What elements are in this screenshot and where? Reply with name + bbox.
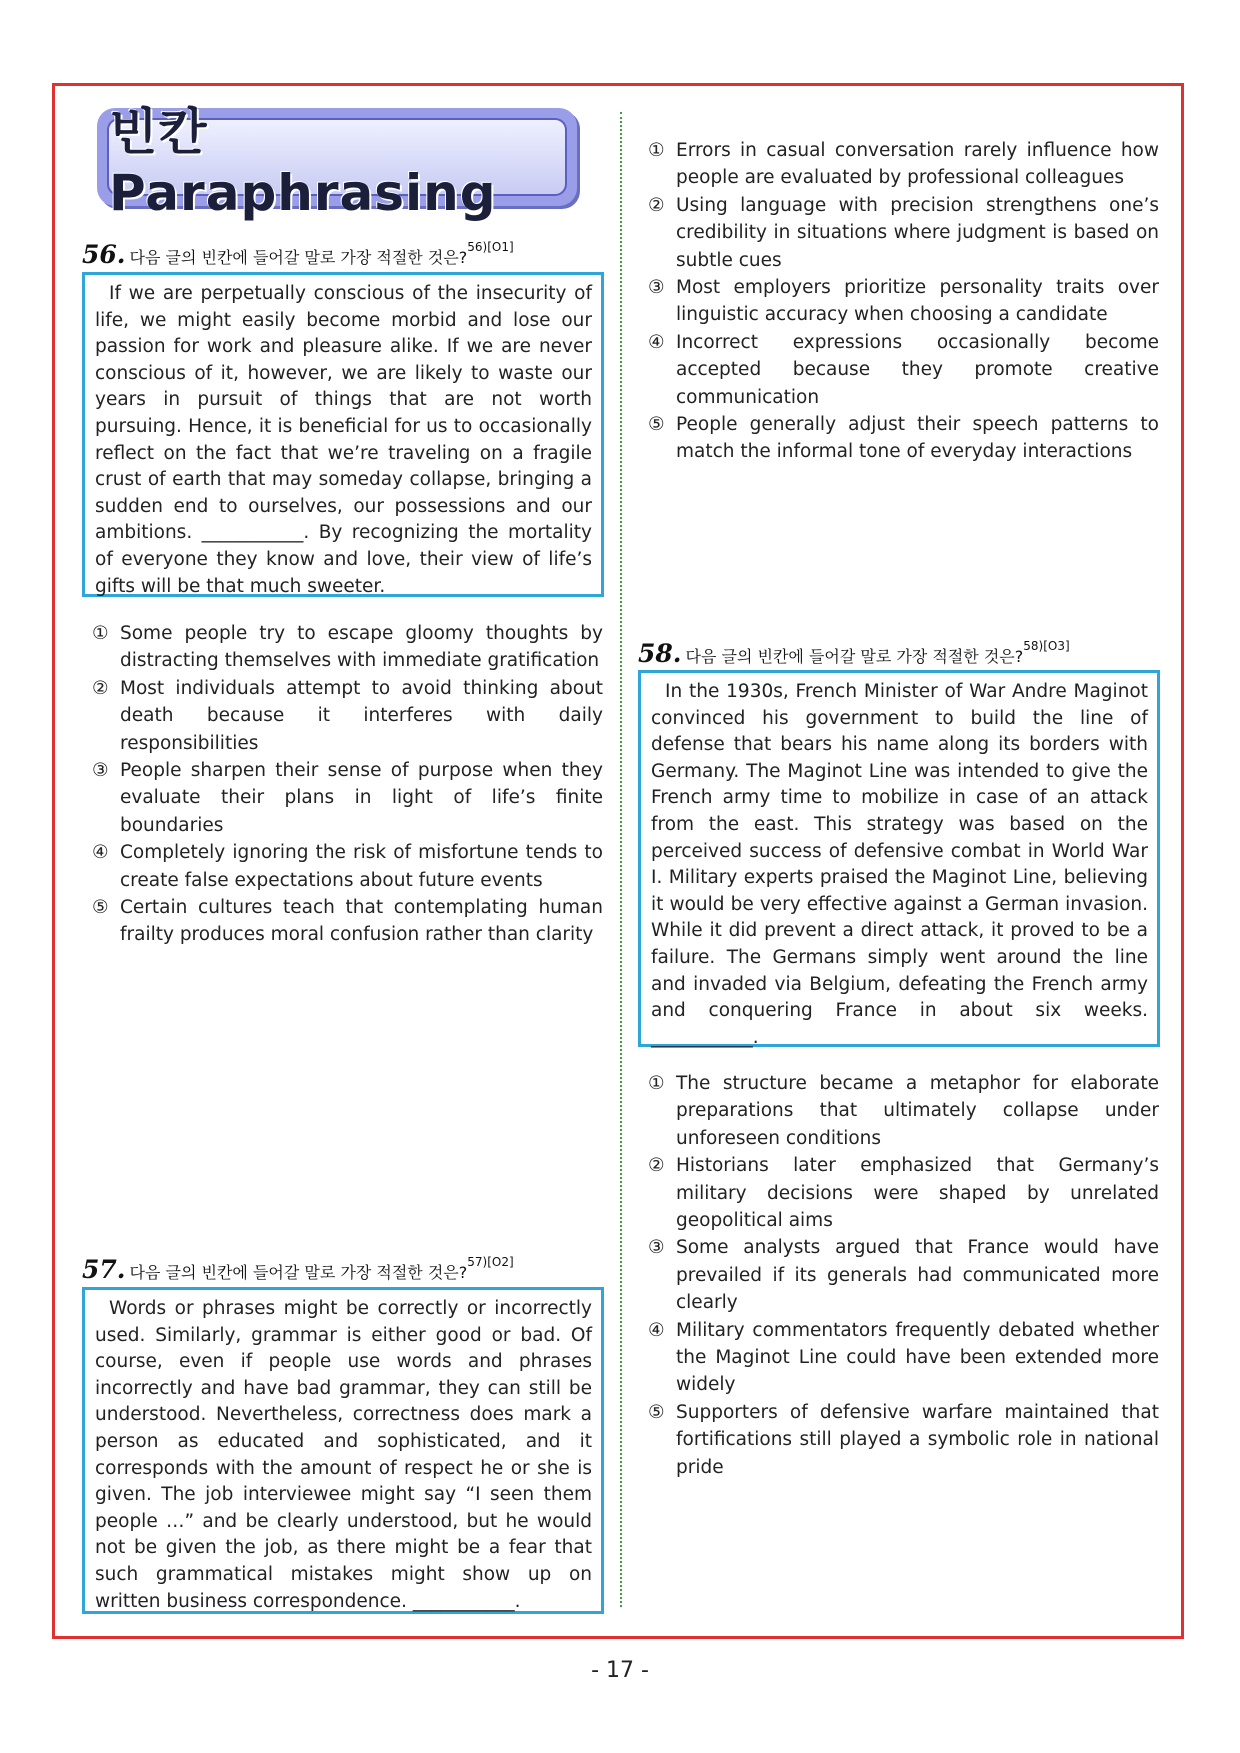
choice-text: Some people try to escape gloomy thoughts by distracting themselves with immediate gratification: [120, 623, 603, 672]
choice-mark: ②: [648, 194, 665, 216]
question-58-source: 58)[O3]: [1023, 639, 1070, 653]
choice-text: Certain cultures teach that contemplating human frailty produces moral confusion rather than clarity: [120, 897, 603, 946]
question-56-passage: If we are perpetually conscious of the insecurity of life, we might easily become morbid and lose our passion for work and pleasure alike. If we are never conscious of it, however, we are likely to waste our years in pursuit of things that are not worth pursuing. Hence, it is beneficial for us to occasionally reflect on the fact that we’re traveling on a fragile crust of earth that may someday collapse, bringing a sudden end to ourselves, our possessions and our ambitions. ___________. By recognizing the mortality of everyone they know and love, their view of life’s gifts will be that much sweeter.: [95, 283, 592, 597]
choice-mark: ①: [92, 623, 109, 644]
choice-mark: ②: [648, 1155, 665, 1177]
choice-text: Using language with precision strengthens one’s credibility in situations where judgment is based on subtle cues: [676, 194, 1159, 271]
choice-text: Military commentators frequently debated whether the Maginot Line could have been extended more widely: [676, 1319, 1159, 1396]
question-56-passage-box: [82, 272, 604, 597]
section-banner: [97, 103, 577, 222]
choice-mark: ⑤: [648, 1401, 665, 1423]
choice-text: Most individuals attempt to avoid thinking about death because it interferes with daily responsibilities: [120, 677, 603, 754]
choice-text: Most employers prioritize personality traits over linguistic accuracy when choosing a candidate: [676, 277, 1159, 326]
section-banner-inner: [107, 103, 567, 222]
question-56-choices: [92, 620, 603, 949]
choice-mark: ⑤: [648, 414, 665, 436]
choice-57-2[interactable]: [648, 192, 1159, 274]
choice-56-2[interactable]: [92, 675, 603, 757]
question-57-number: 57.: [82, 1255, 126, 1284]
choice-text: Supporters of defensive warfare maintained that fortifications still played a symbolic role in national pride: [676, 1401, 1159, 1478]
choice-mark: ②: [92, 677, 109, 699]
choice-mark: ④: [648, 331, 665, 353]
choice-mark: ④: [92, 842, 109, 864]
choice-57-3[interactable]: [648, 274, 1159, 329]
choice-mark: ①: [648, 1073, 665, 1094]
question-57-source: 57)[O2]: [467, 1255, 514, 1269]
choice-mark: ④: [648, 1319, 665, 1341]
choice-text: People generally adjust their speech patterns to match the informal tone of everyday interactions: [676, 414, 1159, 463]
choice-text: Errors in casual conversation rarely influence how people are evaluated by professional colleagues: [676, 140, 1159, 189]
choice-text: People sharpen their sense of purpose when they evaluate their plans in light of life’s finite boundaries: [120, 760, 603, 836]
choice-mark: ①: [648, 140, 665, 161]
choice-58-1[interactable]: [648, 1070, 1159, 1152]
choice-mark: ③: [92, 760, 109, 782]
choice-56-1[interactable]: [92, 620, 603, 675]
question-58-passage-box: [638, 670, 1160, 1047]
question-58-number: 58.: [638, 639, 682, 668]
choice-mark: ③: [648, 1237, 665, 1259]
choice-58-5[interactable]: [648, 1399, 1159, 1481]
choice-57-4[interactable]: [648, 329, 1159, 411]
column-divider: [620, 112, 622, 1607]
choice-57-5[interactable]: [648, 411, 1159, 466]
choice-text: Some analysts argued that France would have prevailed if its generals had communicated more clearly: [676, 1237, 1159, 1314]
choice-57-1[interactable]: [648, 137, 1159, 192]
question-56-number: 56.: [82, 240, 126, 269]
question-56-prompt: 다음 글의 빈칸에 들어갈 말로 가장 적절한 것은?: [129, 248, 468, 267]
question-57-header: [82, 1255, 514, 1284]
choice-mark: ③: [648, 277, 665, 299]
section-title: 빈칸 Paraphrasing: [109, 103, 497, 222]
question-58-prompt: 다음 글의 빈칸에 들어갈 말로 가장 적절한 것은?: [685, 647, 1024, 666]
question-58-choices: [648, 1070, 1159, 1481]
question-57-prompt: 다음 글의 빈칸에 들어갈 말로 가장 적절한 것은?: [129, 1263, 468, 1282]
question-57-choices: [648, 137, 1159, 466]
question-57-passage: Words or phrases might be correctly or incorrectly used. Similarly, grammar is either good or bad. Of course, even if people use words and phrases incorrectly and have bad grammar, they can still be understood. Nevertheless, correctness does mark a person as educated and sophisticated, and it corresponds with the amount of respect he or she is given. The job interviewee might say “I seen them people …” and be clearly understood, but he would not be given the job, as there might be a fear that such grammatical mistakes might show up on written business correspondence. ___________.: [95, 1298, 592, 1612]
question-58-header: [638, 639, 1070, 668]
choice-56-4[interactable]: [92, 839, 603, 894]
choice-text: The structure became a metaphor for elaborate preparations that ultimately collapse under unforeseen conditions: [676, 1073, 1159, 1149]
page-number: - 17 -: [591, 1658, 649, 1683]
question-57-passage-box: [82, 1287, 604, 1614]
choice-text: Completely ignoring the risk of misfortune tends to create false expectations about future events: [120, 842, 603, 891]
choice-56-5[interactable]: [92, 894, 603, 949]
choice-text: Incorrect expressions occasionally become accepted because they promote creative communication: [676, 331, 1159, 408]
choice-58-4[interactable]: [648, 1317, 1159, 1399]
choice-56-3[interactable]: [92, 757, 603, 839]
question-58-passage: In the 1930s, French Minister of War Andre Maginot convinced his government to build the line of defense that bears his name along its borders with Germany. The Maginot Line was intended to give the French army time to mobilize in case of an attack from the east. This strategy was based on the perceived success of defensive combat in World War I. Military experts praised the Maginot Line, believing it would be very effective against a German invasion. While it did prevent a direct attack, it proved to be a failure. The Germans simply went around the line and invaded via Belgium, defeating the French army and conquering France in about six weeks. ___________.: [651, 681, 1148, 1048]
question-56-header: [82, 240, 514, 269]
choice-58-3[interactable]: [648, 1234, 1159, 1316]
choice-58-2[interactable]: [648, 1152, 1159, 1234]
question-56-source: 56)[O1]: [467, 240, 514, 254]
choice-text: Historians later emphasized that Germany’s military decisions were shaped by unrelated geopolitical aims: [676, 1155, 1159, 1232]
choice-mark: ⑤: [92, 897, 109, 919]
